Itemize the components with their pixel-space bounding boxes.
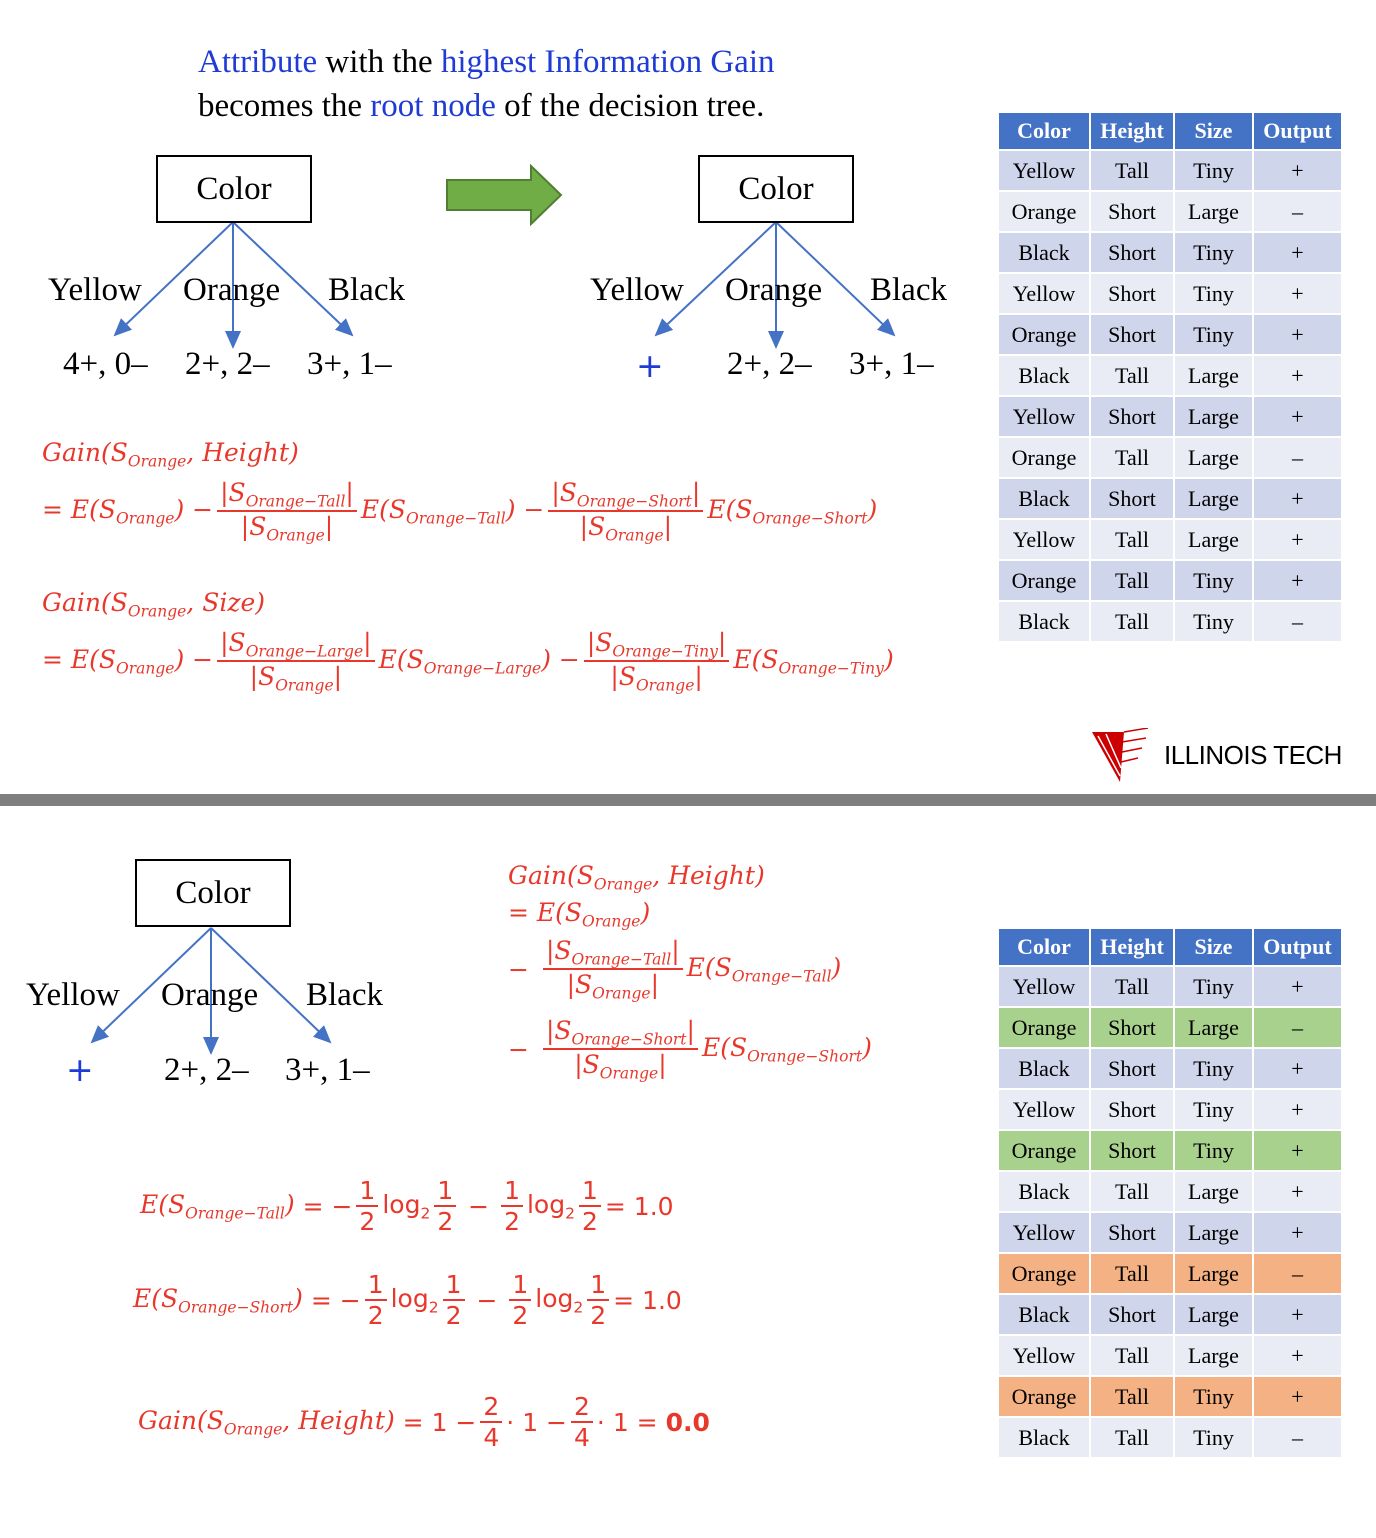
table-cell-size: Large: [1175, 479, 1252, 518]
table-cell-color: Yellow: [999, 520, 1089, 559]
frac-half: $\frac{1}{2}$: [509, 1270, 531, 1330]
sub-orange: Orange: [127, 452, 187, 471]
frac-half: $\frac{1}{2}$: [501, 1176, 523, 1236]
table-row: [999, 1049, 1341, 1088]
table-cell-output: +: [1254, 561, 1341, 600]
table-cell-height: Tall: [1091, 561, 1173, 600]
title-word-with: with the: [325, 44, 433, 80]
sub-orange-short: Orange−Short: [752, 509, 868, 528]
right-leaf-black: 3+, 1–: [849, 346, 934, 382]
entropy-tall-result: = 1.0: [604, 1191, 674, 1221]
frac-two-quarters: $\frac{2}{4}$: [571, 1392, 593, 1452]
table-row: [999, 151, 1341, 190]
sub-orange: Orange: [116, 659, 175, 678]
header-size: Size: [1175, 113, 1252, 149]
table-cell-color: Yellow: [999, 1336, 1089, 1375]
table-cell-color: Orange: [999, 1254, 1089, 1293]
table-cell-output: +: [1254, 1131, 1341, 1170]
table-cell-color: Black: [999, 1295, 1089, 1334]
entropy-short-equation: $E(S_{Orange-Short})$ = − $\frac{1}{2}$ $\log_2$ $\frac{1}{2}$ − $\frac{1}{2}$ $\log_2$ $\frac{1}{2}$ = 1.0: [133, 1270, 682, 1330]
gain-height-attr: Height: [668, 861, 755, 890]
header-height: Height: [1091, 113, 1173, 149]
data-table-slide1: [997, 111, 1343, 643]
gain-size-attr: Size: [202, 588, 256, 617]
table-row: [999, 1254, 1341, 1293]
slide-divider: [0, 794, 1376, 806]
table-cell-size: Large: [1175, 192, 1252, 231]
sub-orange-short: Orange−Short: [747, 1047, 863, 1066]
table-cell-output: +: [1254, 274, 1341, 313]
table-row: [999, 192, 1341, 231]
table-cell-size: Large: [1175, 520, 1252, 559]
sub-orange: Orange: [582, 912, 641, 931]
table-row: [999, 1008, 1341, 1047]
table-cell-size: Tiny: [1175, 1049, 1252, 1088]
illinois-tech-logo-icon: [1092, 728, 1156, 784]
slide2-branch-yellow: Yellow: [26, 977, 120, 1013]
table-cell-size: Large: [1175, 1336, 1252, 1375]
table-cell-output: –: [1254, 192, 1341, 231]
frac-half: $\frac{1}{2}$: [365, 1270, 387, 1330]
slide2-gain-short-term: − $\frac{|S_{Orange-Short}|}{|S_{Orange}|}$ $E(S_{Orange-Short})$: [508, 1016, 872, 1083]
sub-orange-tall: Orange−Tall: [571, 950, 672, 969]
title-word-decision-tree: of the decision tree.: [504, 88, 765, 124]
table-cell-output: +: [1254, 1377, 1341, 1416]
left-branch-orange: Orange: [183, 272, 281, 308]
table-cell-color: Black: [999, 602, 1089, 641]
frac-short-over-orange: $\frac{|S_{Orange-Short}|}{|S_{Orange}|}$: [543, 1016, 698, 1083]
table-cell-height: Tall: [1091, 1254, 1173, 1293]
table-row: [999, 1090, 1341, 1129]
table-cell-height: Tall: [1091, 438, 1173, 477]
left-leaf-yellow: 4+, 0–: [63, 346, 148, 382]
frac-half: $\frac{1}{2}$: [356, 1176, 378, 1236]
frac-half: $\frac{1}{2}$: [579, 1176, 601, 1236]
slide2-leaf-black: 3+, 1–: [285, 1052, 370, 1088]
entropy-short-result: = 1.0: [613, 1285, 682, 1315]
slide2-gain-tall-term: − $\frac{|S_{Orange-Tall}|}{|S_{Orange}|}$ $E(S_{Orange-Tall})$: [508, 936, 842, 1003]
table-row: [999, 1336, 1341, 1375]
slide2-branch-orange: Orange: [161, 977, 259, 1013]
frac-short-over-orange: $\frac{|S_{Orange-Short}|}{|S_{Orange}|}$: [548, 478, 703, 545]
right-branch-black: Black: [870, 272, 947, 308]
table-cell-color: Orange: [999, 561, 1089, 600]
table-cell-height: Tall: [1091, 602, 1173, 641]
table-cell-height: Short: [1091, 479, 1173, 518]
sub-orange-tall: Orange−Tall: [405, 509, 506, 528]
sub-orange-short: Orange−Short: [571, 1030, 687, 1049]
table-cell-output: +: [1254, 520, 1341, 559]
table-header-row: [999, 929, 1341, 965]
table-cell-size: Tiny: [1175, 233, 1252, 272]
table-cell-height: Short: [1091, 233, 1173, 272]
header-height: Height: [1091, 929, 1173, 965]
title-word-becomes: becomes the: [198, 88, 363, 124]
table-cell-color: Black: [999, 233, 1089, 272]
table-cell-color: Yellow: [999, 1090, 1089, 1129]
table-row: [999, 1418, 1341, 1457]
table-cell-height: Short: [1091, 1090, 1173, 1129]
sub-orange-tall: Orange−Tall: [185, 1204, 285, 1223]
table-cell-size: Tiny: [1175, 967, 1252, 1006]
sub-orange-short: Orange−Short: [576, 492, 692, 511]
illinois-tech-logo-text: ILLINOIS TECH: [1164, 740, 1342, 770]
table-cell-size: Large: [1175, 438, 1252, 477]
table-row: [999, 1213, 1341, 1252]
table-cell-color: Orange: [999, 315, 1089, 354]
sub-orange: Orange: [127, 602, 187, 621]
table-cell-color: Black: [999, 1418, 1089, 1457]
table-row: [999, 397, 1341, 436]
table-row: [999, 967, 1341, 1006]
table-cell-height: Tall: [1091, 1377, 1173, 1416]
header-color: Color: [999, 113, 1089, 149]
table-cell-size: Tiny: [1175, 561, 1252, 600]
frac-tall-over-orange: $\frac{|S_{Orange-Tall}|}{|S_{Orange}|}$: [217, 478, 357, 545]
table-row: [999, 233, 1341, 272]
table-row: [999, 602, 1341, 641]
table-cell-output: +: [1254, 397, 1341, 436]
right-leaf-orange: 2+, 2–: [727, 346, 812, 382]
table-cell-output: –: [1254, 438, 1341, 477]
table-cell-output: +: [1254, 233, 1341, 272]
table-row: [999, 479, 1341, 518]
left-branch-black: Black: [328, 272, 405, 308]
table-cell-color: Black: [999, 1172, 1089, 1211]
table-body-slide1: [999, 151, 1341, 641]
frac-two-quarters: $\frac{2}{4}$: [480, 1392, 502, 1452]
table-cell-height: Tall: [1091, 520, 1173, 559]
right-branch-yellow: Yellow: [590, 272, 684, 308]
table-cell-height: Tall: [1091, 1172, 1173, 1211]
table-cell-size: Large: [1175, 1008, 1252, 1047]
table-cell-size: Tiny: [1175, 602, 1252, 641]
sub-orange: Orange: [635, 676, 695, 695]
sub-orange: Orange: [116, 509, 175, 528]
sub-orange: Orange: [599, 1064, 659, 1083]
frac-tall-over-orange: $\frac{|S_{Orange-Tall}|}{|S_{Orange}|}$: [543, 936, 683, 1003]
table-cell-output: +: [1254, 1295, 1341, 1334]
table-row: [999, 561, 1341, 600]
final-gain-equation: $Gain(S_{Orange}$, Height) = 1 − $\frac{2}{4}$ · 1 − $\frac{2}{4}$ · 1 = 0.0: [138, 1392, 710, 1452]
gain-size-expansion: = $E(S_{Orange})$ − $\frac{|S_{Orange-Large}|}{|S_{Orange}|}$ $E(S_{Orange-Large})$ − $\frac{|S_{Orange-Tiny}|}{|S_{Orange}|}$ $E(S_{Orange-Tiny})$: [42, 628, 894, 695]
table-cell-color: Yellow: [999, 1213, 1089, 1252]
sub-orange: Orange: [593, 875, 653, 894]
slide2-leaf-orange: 2+, 2–: [164, 1052, 249, 1088]
table-row: [999, 315, 1341, 354]
table-cell-height: Short: [1091, 274, 1173, 313]
table-cell-color: Orange: [999, 1008, 1089, 1047]
table-cell-height: Short: [1091, 1008, 1173, 1047]
right-tree-root: Color: [698, 155, 854, 223]
left-leaf-black: 3+, 1–: [307, 346, 392, 382]
table-cell-size: Large: [1175, 356, 1252, 395]
table-cell-output: +: [1254, 1172, 1341, 1211]
frac-half: $\frac{1}{2}$: [443, 1270, 465, 1330]
gain-result-prefix: = 1 −: [402, 1407, 477, 1437]
table-cell-color: Black: [999, 1049, 1089, 1088]
left-branch-yellow: Yellow: [48, 272, 142, 308]
table-cell-size: Large: [1175, 1254, 1252, 1293]
sub-orange: Orange: [592, 984, 651, 1003]
table-cell-height: Short: [1091, 1131, 1173, 1170]
frac-half: $\frac{1}{2}$: [587, 1270, 609, 1330]
table-cell-output: +: [1254, 315, 1341, 354]
header-output: Output: [1254, 929, 1341, 965]
sub-orange-large: Orange−Large: [245, 642, 364, 661]
gain-height-expansion: = $E(S_{Orange})$ − $\frac{|S_{Orange-Tall}|}{|S_{Orange}|}$ $E(S_{Orange-Tall})$ − $\frac{|S_{Orange-Short}|}{|S_{Orange}|}$ $E(S_{Orange-Short})$: [42, 478, 878, 545]
right-leaf-yellow: +: [636, 346, 664, 385]
table-cell-size: Large: [1175, 1295, 1252, 1334]
table-cell-height: Tall: [1091, 1418, 1173, 1457]
table-cell-height: Tall: [1091, 967, 1173, 1006]
header-color: Color: [999, 929, 1089, 965]
table-cell-output: +: [1254, 967, 1341, 1006]
table-cell-height: Tall: [1091, 356, 1173, 395]
table-cell-color: Yellow: [999, 967, 1089, 1006]
table-cell-output: +: [1254, 1090, 1341, 1129]
left-leaf-orange: 2+, 2–: [185, 346, 270, 382]
entropy-tall-equation: $E(S_{Orange-Tall})$ = − $\frac{1}{2}$ $\log_2$ $\frac{1}{2}$ − $\frac{1}{2}$ $\log_2$ $\frac{1}{2}$ = 1.0: [140, 1176, 674, 1236]
table-cell-size: Tiny: [1175, 315, 1252, 354]
table-cell-size: Large: [1175, 397, 1252, 436]
table-cell-color: Orange: [999, 1377, 1089, 1416]
table-row: [999, 1295, 1341, 1334]
table-row: [999, 1131, 1341, 1170]
table-cell-color: Orange: [999, 1131, 1089, 1170]
title-word-root-node: root node: [370, 88, 496, 124]
table-cell-output: +: [1254, 479, 1341, 518]
slide2-gain-heading: $Gain(S_{Orange}$, Height): [508, 861, 765, 894]
sub-orange-large: Orange−Large: [423, 659, 542, 678]
gain-size-heading: $Gain(S_{Orange}$, Size): [42, 588, 266, 621]
table-cell-size: Tiny: [1175, 274, 1252, 313]
header-size: Size: [1175, 929, 1252, 965]
table-cell-output: +: [1254, 1049, 1341, 1088]
gain-height-attr: Height: [298, 1405, 385, 1435]
table-cell-output: –: [1254, 602, 1341, 641]
slide2-leaf-yellow: +: [66, 1050, 94, 1089]
table-cell-output: +: [1254, 1336, 1341, 1375]
slide2-branch-black: Black: [306, 977, 383, 1013]
table-cell-color: Orange: [999, 192, 1089, 231]
table-row: [999, 274, 1341, 313]
sub-orange-tall: Orange−Tall: [731, 967, 832, 986]
table-cell-size: Tiny: [1175, 1090, 1252, 1129]
table-cell-output: +: [1254, 151, 1341, 190]
sub-orange-tall: Orange−Tall: [245, 492, 346, 511]
title-word-attribute: Attribute: [198, 44, 318, 80]
table-row: [999, 1172, 1341, 1211]
table-body-slide2: [999, 967, 1341, 1457]
gain-height-attr: Height: [202, 438, 289, 467]
table-cell-height: Short: [1091, 192, 1173, 231]
table-cell-height: Tall: [1091, 1336, 1173, 1375]
table-cell-size: Large: [1175, 1172, 1252, 1211]
table-cell-output: +: [1254, 356, 1341, 395]
table-cell-color: Orange: [999, 438, 1089, 477]
sub-orange: Orange: [266, 526, 325, 545]
table-row: [999, 520, 1341, 559]
table-cell-size: Tiny: [1175, 1418, 1252, 1457]
header-output: Output: [1254, 113, 1341, 149]
table-cell-color: Black: [999, 479, 1089, 518]
table-cell-height: Short: [1091, 1295, 1173, 1334]
sub-orange: Orange: [223, 1420, 283, 1439]
table-cell-size: Large: [1175, 1213, 1252, 1252]
right-branch-orange: Orange: [725, 272, 823, 308]
table-cell-size: Tiny: [1175, 1377, 1252, 1416]
left-tree-root: Color: [156, 155, 312, 223]
table-cell-output: –: [1254, 1254, 1341, 1293]
table-cell-color: Yellow: [999, 151, 1089, 190]
title-word-highest-gain: highest Information Gain: [440, 44, 775, 80]
table-header-row: [999, 113, 1341, 149]
frac-large-over-orange: $\frac{|S_{Orange-Large}|}{|S_{Orange}|}$: [217, 628, 374, 695]
gain-height-heading: $Gain(S_{Orange}$, Height): [42, 438, 299, 471]
sub-orange-short: Orange−Short: [178, 1298, 294, 1317]
table-cell-color: Yellow: [999, 274, 1089, 313]
table-cell-output: –: [1254, 1418, 1341, 1457]
frac-half: $\frac{1}{2}$: [434, 1176, 456, 1236]
data-table-slide2: [997, 927, 1343, 1459]
table-cell-height: Short: [1091, 397, 1173, 436]
slide2-tree-root: Color: [135, 859, 291, 927]
frac-tiny-over-orange: $\frac{|S_{Orange-Tiny}|}{|S_{Orange}|}$: [584, 628, 729, 695]
sub-orange-tiny: Orange−Tiny: [612, 642, 718, 661]
slide2-gain-entropy-term: = $E(S_{Orange})$: [508, 898, 651, 931]
table-row: [999, 1377, 1341, 1416]
table-cell-color: Black: [999, 356, 1089, 395]
green-arrow-icon: [447, 166, 561, 224]
table-row: [999, 356, 1341, 395]
table-cell-size: Tiny: [1175, 151, 1252, 190]
table-cell-height: Tall: [1091, 151, 1173, 190]
sub-orange-tiny: Orange−Tiny: [778, 659, 884, 678]
table-cell-color: Yellow: [999, 397, 1089, 436]
gain-result-value: 0.0: [665, 1407, 710, 1437]
table-cell-size: Tiny: [1175, 1131, 1252, 1170]
sub-orange: Orange: [605, 526, 664, 545]
table-cell-output: –: [1254, 1008, 1341, 1047]
table-cell-height: Short: [1091, 315, 1173, 354]
table-cell-output: +: [1254, 1213, 1341, 1252]
table-row: [999, 438, 1341, 477]
sub-orange: Orange: [275, 676, 334, 695]
table-cell-height: Short: [1091, 1049, 1173, 1088]
table-cell-height: Short: [1091, 1213, 1173, 1252]
